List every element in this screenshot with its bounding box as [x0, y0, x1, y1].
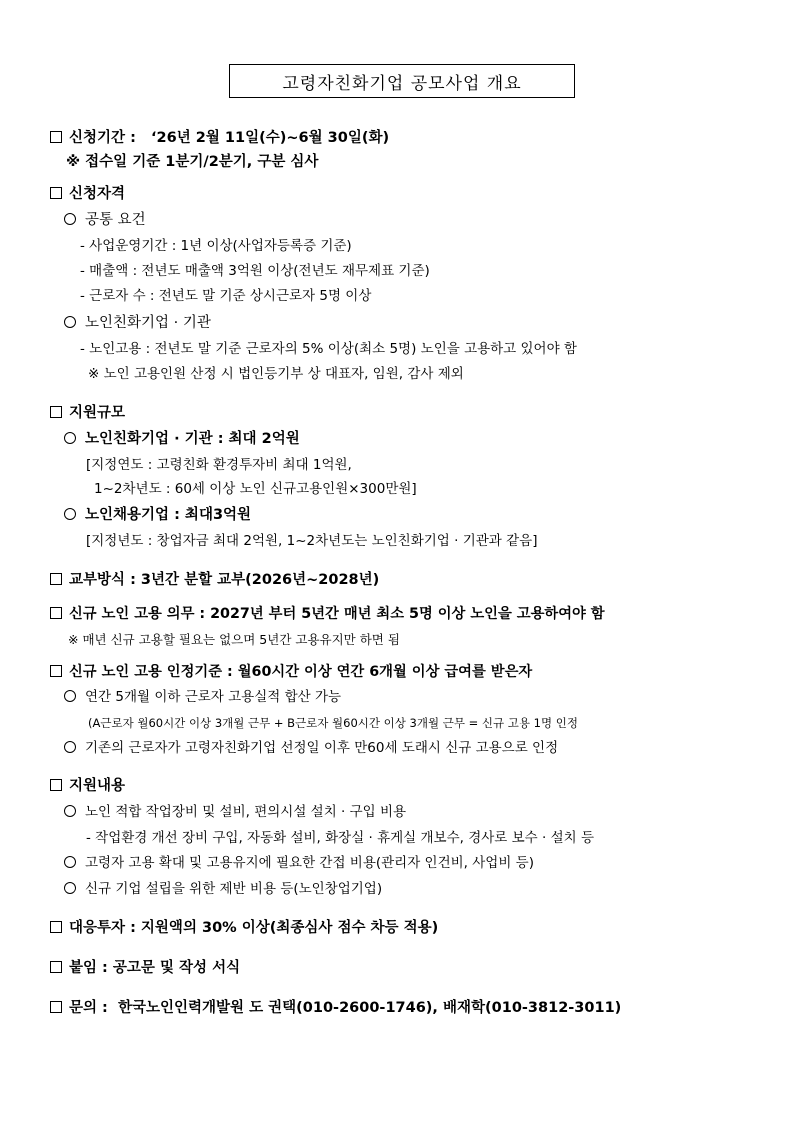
qualification-heading — [50, 184, 125, 204]
contact-label: 문의 : — [69, 1000, 108, 1016]
elder-requirements-label: 노인친화기업 · 기관 — [85, 315, 211, 331]
scale-elder-company — [64, 429, 300, 449]
support-item-3 — [64, 879, 382, 899]
scale-heading-text: 지원규모 — [69, 405, 126, 421]
circle-bullet-icon — [64, 432, 76, 444]
scale-elder-hire-label: 노인채용기업 : 최대3억원 — [85, 507, 252, 523]
payment-text: 교부방식 : 3년간 분할 교부(2026년~2028년) — [69, 572, 380, 588]
support-item-1 — [64, 802, 406, 822]
checkbox-square-icon — [50, 406, 62, 418]
checkbox-square-icon — [50, 131, 62, 143]
circle-bullet-icon — [64, 856, 76, 868]
support-item-1-text: 노인 적합 작업장비 및 설비, 편의시설 설치 · 구입 비용 — [85, 804, 407, 820]
support-heading — [50, 776, 125, 796]
elder-note: ※ 노인 고용인원 산정 시 법인등기부 상 대표자, 임원, 감사 제외 — [88, 366, 464, 382]
period-value: ‘26년 2월 11일(수)~6월 30일(화) — [151, 130, 390, 146]
attachment-line — [50, 958, 240, 978]
checkbox-square-icon — [50, 961, 62, 973]
checkbox-square-icon — [50, 1001, 62, 1013]
criteria-heading — [50, 662, 532, 682]
circle-bullet-icon — [64, 882, 76, 894]
checkbox-square-icon — [50, 779, 62, 791]
checkbox-square-icon — [50, 573, 62, 585]
scale-elder-hire — [64, 505, 251, 525]
scale-heading — [50, 403, 125, 423]
elder-company-requirements — [64, 313, 211, 333]
support-item-2 — [64, 853, 534, 873]
elder-item: - 노인고용 : 전년도 말 기준 근로자의 5% 이상(최소 5명) 노인을 고용하고 있어야 함 — [80, 341, 577, 357]
period-line — [50, 128, 389, 148]
obligation-heading-text: 신규 노인 고용 의무 : 2027년 부터 5년간 매년 최소 5명 이상 노인을 고용하여야 함 — [69, 606, 605, 622]
period-note-text: 접수일 기준 1분기/2분기, 구분 심사 — [85, 154, 319, 170]
contact-line — [50, 998, 621, 1018]
matching-line — [50, 918, 438, 938]
period-label: 신청기간 : — [69, 130, 136, 146]
common-requirements-label: 공통 요건 — [85, 212, 146, 228]
support-item-2-text: 고령자 고용 확대 및 고용유지에 필요한 간접 비용(관리자 인건비, 사업비 등) — [85, 855, 534, 871]
criteria-item-2-text: 기존의 근로자가 고령자친화기업 선정일 이후 만60세 도래시 신규 고용으로 인정 — [85, 740, 559, 756]
criteria-item-1 — [64, 687, 341, 707]
support-heading-text: 지원내용 — [69, 778, 126, 794]
criteria-item-1-example: (A근로자 월60시간 이상 3개월 근무 + B근로자 월60시간 이상 3개월 근무 = 신규 고용 1명 인정 — [88, 716, 578, 730]
checkbox-square-icon — [50, 665, 62, 677]
circle-bullet-icon — [64, 316, 76, 328]
matching-text: 대응투자 : 지원액의 30% 이상(최종심사 점수 차등 적용) — [69, 920, 439, 936]
scale-elder-hire-line1: [지정년도 : 창업자금 최대 2억원, 1~2차년도는 노인친화기업 · 기관과 같음] — [86, 533, 538, 549]
common-item-3: - 근로자 수 : 전년도 말 기준 상시근로자 5명 이상 — [80, 288, 372, 304]
checkbox-square-icon — [50, 187, 62, 199]
period-note — [66, 152, 318, 172]
checkbox-square-icon — [50, 607, 62, 619]
circle-bullet-icon — [64, 805, 76, 817]
circle-bullet-icon — [64, 213, 76, 225]
support-item-3-text: 신규 기업 설립을 위한 제반 비용 등(노인창업기업) — [85, 881, 383, 897]
checkbox-square-icon — [50, 921, 62, 933]
scale-elder-company-label: 노인친화기업 · 기관 : 최대 2억원 — [85, 431, 300, 447]
criteria-heading-text: 신규 노인 고용 인정기준 : 월60시간 이상 연간 6개월 이상 급여를 받은자 — [69, 664, 533, 680]
common-requirements — [64, 210, 146, 230]
scale-elder-company-line2: 1~2차년도 : 60세 이상 노인 신규고용인원×300만원] — [94, 481, 417, 497]
note-mark: ※ — [66, 154, 81, 170]
scale-elder-company-line1: [지정연도 : 고령친화 환경투자비 최대 1억원, — [86, 457, 352, 473]
obligation-note: ※ 매년 신규 고용할 필요는 없으며 5년간 고용유지만 하면 됨 — [68, 632, 400, 647]
payment-line — [50, 570, 379, 590]
document-title: 고령자친화기업 공모사업 개요 — [229, 64, 575, 98]
attachment-text: 붙임 : 공고문 및 작성 서식 — [69, 960, 241, 976]
obligation-heading — [50, 604, 605, 624]
contact-value: 한국노인인력개발원 도 권택(010-2600-1746), 배재학(010-3812-3011) — [117, 1000, 622, 1016]
criteria-item-1-text: 연간 5개월 이하 근로자 고용실적 합산 가능 — [85, 689, 342, 705]
criteria-item-2 — [64, 738, 558, 758]
circle-bullet-icon — [64, 690, 76, 702]
common-item-2: - 매출액 : 전년도 매출액 3억원 이상(전년도 재무제표 기준) — [80, 263, 430, 279]
circle-bullet-icon — [64, 508, 76, 520]
circle-bullet-icon — [64, 741, 76, 753]
common-item-1: - 사업운영기간 : 1년 이상(사업자등록증 기준) — [80, 238, 352, 254]
qualification-heading-text: 신청자격 — [69, 186, 126, 202]
support-item-1-sub: - 작업환경 개선 장비 구입, 자동화 설비, 화장실 · 휴게실 개보수, 경사로 보수 · 설치 등 — [86, 830, 595, 846]
